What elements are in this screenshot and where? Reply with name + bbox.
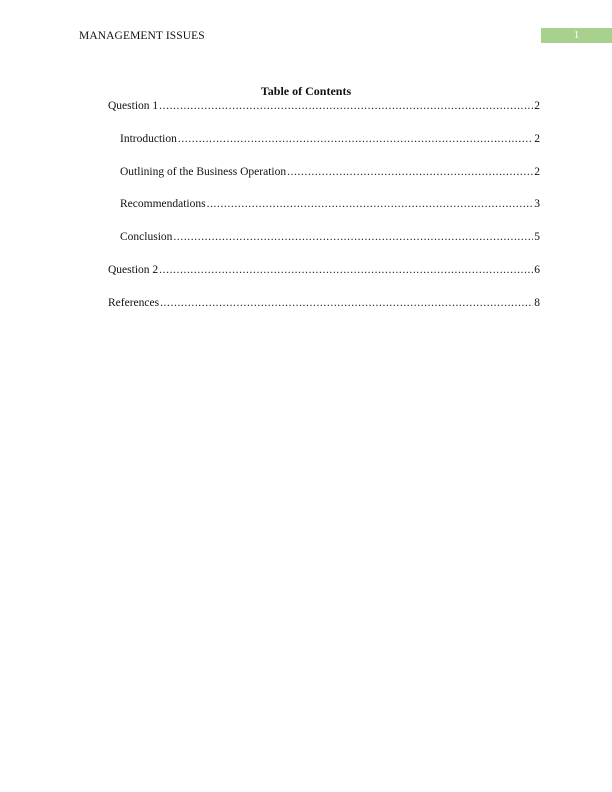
toc-dot-leader bbox=[207, 197, 534, 211]
toc-dot-leader bbox=[173, 230, 533, 244]
toc-entry-page: 8 bbox=[534, 296, 540, 309]
toc-entry-references[interactable] bbox=[108, 296, 540, 310]
toc-entry-outlining-business-operation[interactable] bbox=[108, 165, 540, 179]
toc-entry-question-2[interactable] bbox=[108, 263, 540, 277]
toc-entry-page: 2 bbox=[534, 165, 540, 178]
table-of-contents bbox=[108, 99, 540, 329]
toc-entry-label: Introduction bbox=[120, 132, 177, 145]
toc-entry-page: 2 bbox=[534, 100, 540, 112]
page-number: 1 bbox=[541, 28, 612, 43]
toc-dot-leader bbox=[160, 296, 533, 310]
toc-entry-label: References bbox=[108, 296, 160, 309]
toc-entry-introduction[interactable] bbox=[108, 132, 540, 146]
toc-entry-question-1[interactable] bbox=[108, 99, 540, 113]
toc-entry-label: Recommendations bbox=[120, 198, 206, 211]
toc-dot-leader bbox=[287, 165, 533, 179]
toc-entry-page: 3 bbox=[534, 198, 540, 211]
running-head: MANAGEMENT ISSUES bbox=[79, 30, 205, 42]
toc-title: Table of Contents bbox=[260, 84, 352, 98]
toc-entry-label: Question 2 bbox=[108, 263, 159, 276]
toc-entry-label: Outlining of the Business Operation bbox=[120, 165, 287, 178]
toc-entry-conclusion[interactable] bbox=[108, 230, 540, 244]
toc-entry-page: 6 bbox=[534, 263, 540, 276]
toc-entry-label: Conclusion bbox=[120, 231, 173, 244]
toc-dot-leader bbox=[159, 263, 533, 277]
toc-entry-recommendations[interactable] bbox=[108, 197, 540, 211]
toc-entry-label: Question 1 bbox=[108, 100, 159, 112]
toc-entry-page: 5 bbox=[534, 231, 540, 244]
toc-dot-leader bbox=[159, 99, 533, 113]
toc-dot-leader bbox=[178, 132, 533, 146]
toc-entry-page: 2 bbox=[534, 132, 540, 145]
